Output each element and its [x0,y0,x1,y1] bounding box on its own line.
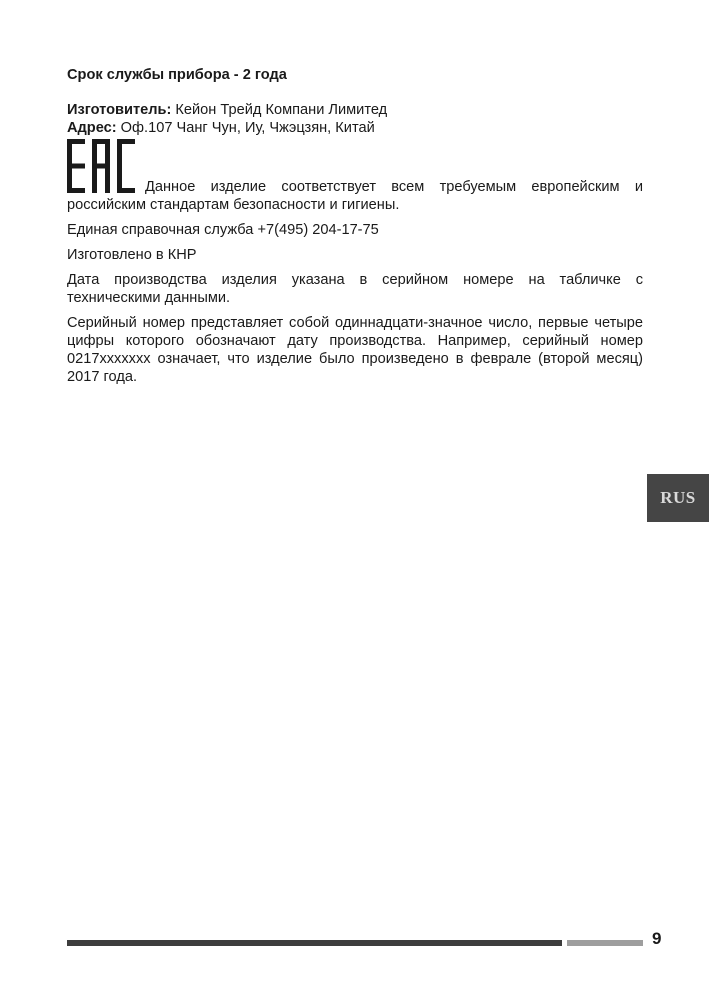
made-in-paragraph: Изготовлено в КНР [67,247,197,263]
language-tab: RUS [647,474,709,522]
address-line [67,119,643,137]
service-life-heading: Срок службы прибора - 2 года [67,67,287,83]
eac-mark-icon [67,139,137,193]
page-number: 9 [652,929,662,948]
manufacturer-line [67,101,643,119]
manufacturer-value: Кейон Трейд Компани Лимитед [171,102,388,118]
address-value: Оф.107 Чанг Чун, Иу, Чжэцзян, Китай [116,120,375,136]
production-date-paragraph: Дата производства изделия указана в серийном номере на табличке с техническими данными. [67,272,643,306]
manufacturer-block [67,101,643,137]
conformity-paragraph [67,137,643,214]
address-label: Адрес: [67,120,117,136]
conformity-text: Данное изделие соответствует всем требуемым европейским и российским стандартам безопасности и гигиены. [67,179,643,213]
serial-number-paragraph: Серийный номер представляет собой одиннадцати-значное число, первые четыре цифры которого обозначают дату производства. Например, серийный номер 0217xxxxxxx означает, что изделие было произведено в феврале (второй месяц) 2017 года. [67,315,643,385]
footer-rule-dark [67,940,562,946]
manufacturer-label: Изготовитель: [67,102,172,118]
footer-rule-light [567,940,643,946]
page-content [67,66,643,386]
hotline-paragraph: Единая справочная служба +7(495) 204-17-75 [67,222,379,238]
